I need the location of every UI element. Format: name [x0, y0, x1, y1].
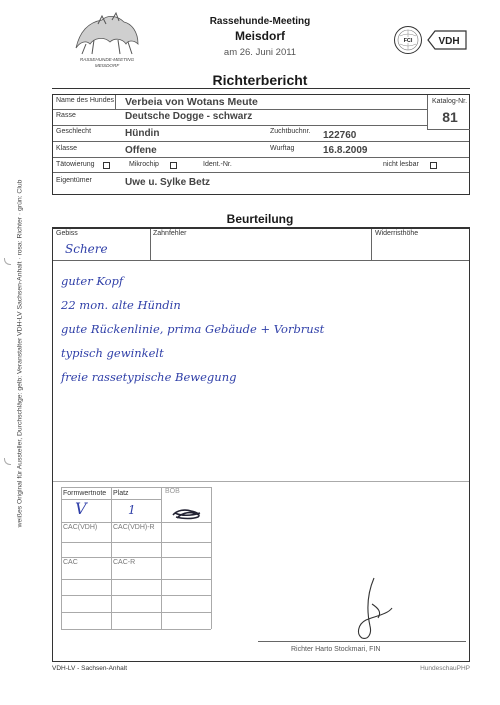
assessment-box [52, 228, 470, 662]
grid-line [61, 595, 211, 596]
grid-line [61, 487, 62, 629]
teeth-value: Schere [65, 242, 108, 256]
row-divider [53, 109, 427, 110]
name-label: Name des Hundes [56, 97, 114, 104]
grid-line [61, 522, 211, 523]
footer-org: VDH-LV - Sachsen-Anhalt [52, 665, 128, 672]
judge-signature [348, 574, 398, 644]
row-divider [53, 157, 469, 158]
dob-value: 16.8.2009 [323, 145, 368, 156]
grid-line [61, 579, 211, 580]
class-label: Klasse [56, 145, 78, 152]
place-label: Platz [113, 490, 129, 497]
cac-vdh-label: CAC(VDH) [63, 524, 98, 531]
note-line: gute Rückenlinie, prima Gebäude + Vorbrust [61, 322, 325, 336]
event-logo [68, 10, 146, 72]
signature-line [258, 641, 466, 642]
grid-line [61, 629, 211, 630]
assessment-title: Beurteilung [226, 212, 294, 226]
scores-divider [53, 481, 469, 482]
crossed-out-mark [171, 507, 203, 521]
row-divider [53, 125, 427, 126]
breed-label: Rasse [56, 112, 76, 119]
tattoo-label: Tätowierung [56, 161, 95, 168]
grid-line [61, 487, 211, 488]
punch-mark [4, 458, 11, 465]
grade-label: Formwertnote [63, 490, 107, 497]
col-divider [115, 95, 116, 109]
grid-line [61, 557, 211, 558]
event-title: Rassehunde-Meeting [209, 16, 311, 27]
note-line: freie rassetypische Bewegung [61, 370, 237, 384]
unreadable-label: nicht lesbar [383, 161, 419, 168]
cac-r-label: CAC-R [113, 559, 136, 566]
dob-label: Wurftag [270, 145, 295, 152]
judge-label: Richter Harto Stockmari, FIN [291, 646, 381, 653]
catalog-value: 81 [442, 109, 458, 125]
bob-label: BOB [165, 488, 180, 495]
fci-logo [393, 25, 423, 55]
row-divider [53, 141, 469, 142]
cac-label: CAC [63, 559, 78, 566]
teeth-label: Gebiss [56, 230, 78, 237]
cac-vdh-r-label: CAC(VDH)-R [113, 524, 155, 531]
ident-label: Ident.-Nr. [203, 161, 232, 168]
tattoo-checkbox[interactable] [103, 162, 110, 169]
studbook-value: 122760 [323, 130, 357, 141]
note-line: 22 mon. alte Hündin [61, 298, 181, 312]
studbook-label: Zuchtbuchnr. [270, 128, 311, 135]
grid-line [61, 612, 211, 613]
vdh-logo [427, 30, 467, 50]
grid-line [161, 487, 162, 629]
assessment-notes [61, 269, 324, 389]
missing-teeth-label: Zahnfehler [153, 230, 187, 237]
col-divider [371, 229, 372, 260]
breed-value: Deutsche Dogge - schwarz [125, 111, 253, 122]
chip-label: Mikrochip [129, 161, 159, 168]
grid-line [211, 487, 212, 629]
note-line: guter Kopf [61, 274, 124, 288]
svg-text:FCI: FCI [403, 38, 413, 45]
svg-text:MEISDORF: MEISDORF [94, 63, 120, 68]
grid-line [111, 487, 112, 629]
report-title: Richterbericht [212, 72, 308, 88]
svg-text:RASSEHUNDE-MEETING: RASSEHUNDE-MEETING [79, 57, 135, 62]
event-place: Meisdorf [234, 29, 285, 43]
place-value: 1 [128, 503, 136, 517]
grade-value: V [75, 499, 87, 518]
svg-text:VDH: VDH [438, 36, 460, 47]
class-value: Offene [125, 145, 157, 156]
footer-software: HundeschauPHP [420, 665, 470, 672]
event-date: am 26. Juni 2011 [223, 47, 297, 58]
chip-checkbox[interactable] [170, 162, 177, 169]
sex-label: Geschlecht [56, 128, 92, 135]
name-value: Verbeia von Wotans Meute [125, 96, 258, 108]
note-line: typisch gewinkelt [61, 346, 164, 360]
height-label: Widerristhöhe [375, 230, 419, 237]
title-divider [52, 88, 470, 89]
owner-label: Eigentümer [56, 177, 92, 184]
punch-mark [4, 258, 11, 265]
row-divider [53, 260, 469, 261]
unreadable-checkbox[interactable] [430, 162, 437, 169]
sex-value: Hündin [125, 128, 160, 139]
grid-line [61, 542, 211, 543]
copy-distribution-note: weißes Original für Aussteller, Durchschläge: gelb: Veranstalter VDH-LV Sachsen-Anhalt · rosa: Richter · grün: Club [16, 179, 24, 528]
owner-value: Uwe u. Sylke Betz [125, 177, 211, 188]
catalog-label: Katalog-Nr. [432, 98, 468, 105]
col-divider [150, 229, 151, 260]
row-divider [53, 172, 469, 173]
dog-info-box [52, 94, 470, 195]
